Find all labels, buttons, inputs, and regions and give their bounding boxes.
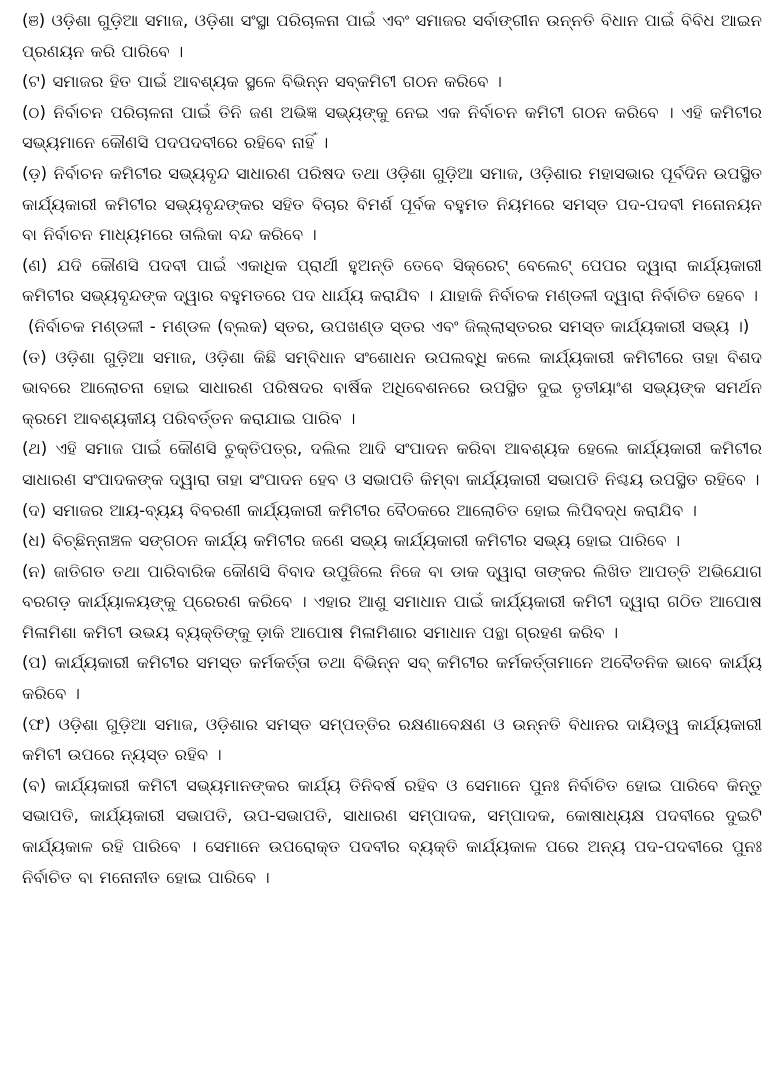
- paragraph-clause-da2: (ଦ) ସମାଜର ଆୟ-ବ୍ୟୟ ବିବରଣୀ କାର୍ଯ୍ୟକାରୀ କମିଟୀର ବୈଠକରେ ଆଲୋଚିତ ହୋଇ ଲିପିବଦ୍ଧ କରାଯିବ ।: [22, 500, 697, 520]
- document-body: [22, 6, 762, 893]
- paragraph-clause-pa: (ପ) କାର୍ଯ୍ୟକାରୀ କମିଟୀର ସମସ୍ତ କର୍ମକର୍ତ୍ତା ତଥା ବିଭିନ୍ନ ସବ୍ କମିଟୀର କର୍ମକର୍ତ୍ତାମାନେ ଅବୈତନିକ ଭାବେ କାର୍ଯ୍ୟ କରିବେ ।: [22, 653, 762, 704]
- paragraph-clause-na2: (ନ) ଜାତିଗତ ତଥା ପାରିବାରିକ କୌଣସି ବିବାଦ ଉପୁଜିଲେ ନିଜେ ବା ଡାକ ଦ୍ୱାରା ତାଙ୍କର ଲିଖିତ ଆପତ୍ତି ଅଭିଯୋଗ ବରଗଡ଼ କାର୍ଯ୍ୟାଳୟଙ୍କୁ ପ୍ରେରଣ କରିବେ । ଏହାର ଆଶୁ ସମାଧାନ ପାଇଁ କାର୍ଯ୍ୟକାରୀ କମିଟୀ ଦ୍ୱାରା ଗଠିତ ଆପୋଷ ମିଳାମିଶା କମିଟୀ ଉଭୟ ବ୍ୟକ୍ତିଙ୍କୁ ଡ଼ାକି ଆପୋଷ ମିଳାମିଶାର ସମାଧାନ ପନ୍ଥା ଗ୍ରହଣ କରିବ ।: [22, 561, 762, 642]
- paragraph-electorate-note: (ନିର୍ବାଚକ ମଣ୍ଡଳୀ - ମଣ୍ଡଳ (ବ୍ଲକ) ସ୍ତର, ଉପଖଣ୍ଡ ସ୍ତର ଏବଂ ଜିଲ୍ଲାସ୍ତରର ସମସ୍ତ କାର୍ଯ୍ୟକାରୀ ସଭ୍ୟ ।): [28, 316, 750, 336]
- paragraph-clause-dha: (ଧ) ବିଚ୍ଛିନ୍ନାଞ୍ଚଳ ସଙ୍ଗଠନ କାର୍ଯ୍ୟ କମିଟୀର ଜଣେ ସଭ୍ୟ କାର୍ଯ୍ୟକାରୀ କମିଟୀର ସଭ୍ୟ ହୋଇ ପାରିବେ ।: [22, 531, 681, 551]
- paragraph-clause-ta: (ଟ) ସମାଜର ହିତ ପାଇଁ ଆବଶ୍ୟକ ସ୍ଥଳେ ବିଭିନ୍ନ ସବ୍‌କମିଟୀ ଗଠନ କରିବେ ।: [22, 72, 502, 92]
- paragraph-clause-ba: (ବ) କାର୍ଯ୍ୟକାରୀ କମିଟୀ ସଭ୍ୟମାନଙ୍କର କାର୍ଯ୍ୟ ତିନିବର୍ଷ ରହିବ ଓ ସେମାନେ ପୁନଃ ନିର୍ବାଚିତ ହୋଇ ପାରିବେ କିନ୍ତୁ ସଭାପତି, କାର୍ଯ୍ୟକାରୀ ସଭାପତି, ଉପ-ସଭାପତି, ସାଧାରଣ ସମ୍ପାଦକ, ସମ୍ପାଦକ, କୋଷାଧ୍ୟକ୍ଷ ପଦବୀରେ ଦୁଇଟି କାର୍ଯ୍ୟକାଳ ରହି ପାରିବେ । ସେମାନେ ଉପରୋକ୍ତ ପଦବୀର ବ୍ୟକ୍ତି କାର୍ଯ୍ୟକାଳ ପରେ ଅନ୍ୟ ପଦ-ପଦବୀରେ ପୁନଃ ନିର୍ବାଚିତ ବା ମନୋନୀତ ହୋଇ ପାରିବେ ।: [22, 775, 762, 887]
- paragraph-clause-tha2: (ଥ) ଏହି ସମାଜ ପାଇଁ କୌଣସି ଚୁକ୍ତିପତ୍ର, ଦଲିଲ ଆଦି ସଂପାଦନ କରିବା ଆବଶ୍ୟକ ହେଲେ କାର୍ଯ୍ୟକାରୀ କମିଟୀର ସାଧାରଣ ସଂପାଦକଙ୍କ ଦ୍ୱାରା ତାହା ସଂପାଦନ ହେବ ଓ ସଭାପତି କିମ୍ବା କାର୍ଯ୍ୟକାରୀ ସଭାପତି ନିଶ୍ଚୟ ଉପସ୍ଥିତ ରହିବେ ।: [22, 439, 762, 489]
- paragraph-clause-tha: (ଠ) ନିର୍ବାଚନ ପରିଚାଳନା ପାଇଁ ତିନି ଜଣ ଅଭିଜ୍ଞ ସଭ୍ୟଙ୍କୁ ନେଇ ଏକ ନିର୍ବାଚନ କମିଟୀ ଗଠନ କରିବେ । ଏହି କମିଟୀର ସଭ୍ୟମାନେ କୌଣସି ପଦପଦବୀରେ ରହିବେ ନାହିଁ ।: [22, 102, 762, 153]
- paragraph-clause-pha: (ଫ) ଓଡ଼ିଶା ଗୁଡ଼ିଆ ସମାଜ, ଓଡ଼ିଶାର ସମସ୍ତ ସମ୍ପତ୍ତିର ରକ୍ଷଣାବେକ୍ଷଣ ଓ ଉନ୍ନତି ବିଧାନର ଦାୟିତ୍ୱ କାର୍ଯ୍ୟକାରୀ କମିଟୀ ଉପରେ ନ୍ୟସ୍ତ ରହିବ ।: [22, 714, 762, 765]
- paragraph-clause-ta2: (ତ) ଓଡ଼ିଶା ଗୁଡ଼ିଆ ସମାଜ, ଓଡ଼ିଶା କିଛି ସମ୍ବିଧାନ ସଂଶୋଧନ ଉପଲବ୍ଧି କଲେ କାର୍ଯ୍ୟକାରୀ କମିଟୀରେ ତାହା ବିଶଦ ଭାବରେ ଆଲୋଚନା ହୋଇ ସାଧାରଣ ପରିଷଦର ବାର୍ଷିକ ଅଧିବେଶନରେ ଉପସ୍ଥିତ ଦୁଇ ତୃତୀୟାଂଶ ସଭ୍ୟଙ୍କ ସମର୍ଥନ କ୍ରମେ ଆବଶ୍ୟକୀୟ ପରିବର୍ତ୍ତନ କରାଯାଇ ପାରିବ ।: [22, 347, 762, 428]
- paragraph-clause-na: (ଣ) ଯଦି କୌଣସି ପଦବୀ ପାଇଁ ଏକାଧିକ ପ୍ରାର୍ଥୀ ହୁଅନ୍ତି ତେବେ ସିକ୍ରେଟ୍ ବେଲେଟ୍ ପେପର ଦ୍ୱାରା କାର୍ଯ୍ୟକାରୀ କମିଟୀର ସଭ୍ୟବୃନ୍ଦଙ୍କ ଦ୍ୱାର ବହୁମତରେ ପଦ ଧାର୍ଯ୍ୟ କରାଯିବ । ଯାହାକି ନିର୍ବାଚକ ମଣ୍ଡଳୀ ଦ୍ୱାରା ନିର୍ବାଚିତ ହେବେ ।: [22, 255, 762, 306]
- paragraph-clause-da: (ଡ଼) ନିର୍ବାଚନ କମିଟୀର ସଭ୍ୟବୃନ୍ଦ ସାଧାରଣ ପରିଷଦ ତଥା ଓଡ଼ିଶା ଗୁଡ଼ିଆ ସମାଜ, ଓଡ଼ିଶାର ମହାସଭାର ପୂର୍ବଦିନ ଉପସ୍ଥିତ କାର୍ଯ୍ୟକାରୀ କମିଟୀର ସଭ୍ୟବୃନ୍ଦଙ୍କର ସହିତ ବିଚାର ବିମର୍ଶ ପୂର୍ବକ ବହୁମତ ନିୟମରେ ସମସ୍ତ ପଦ-ପଦବୀ ମନୋନୟନ ବା ନିର୍ବାଚନ ମାଧ୍ୟମରେ ତାଲିକା ବନ୍ଦ କରିବେ ।: [22, 163, 762, 245]
- paragraph-clause-jha: (ଞ) ଓଡ଼ିଶା ଗୁଡ଼ିଆ ସମାଜ, ଓଡ଼ିଶା ସଂସ୍ଥା ପରିଚାଳନା ପାଇଁ ଏବଂ ସମାଜର ସର୍ବାଙ୍ଗୀନ ଉନ୍ନତି ବିଧାନ ପାଇଁ ବିବିଧ ଆଇନ ପ୍ରଣୟନ କରି ପାରିବେ ।: [22, 11, 762, 61]
